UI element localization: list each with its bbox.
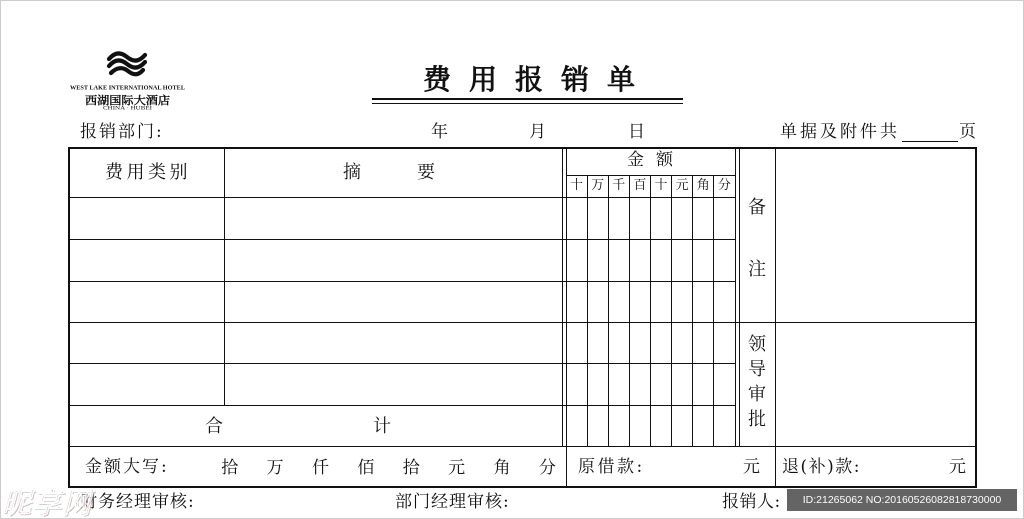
capital-unit: 元 <box>448 458 466 478</box>
grid-line <box>775 147 776 488</box>
refund-label: 退(补)款: <box>782 457 861 477</box>
header-summary: 摘要 <box>343 162 491 183</box>
capital-unit: 拾 <box>221 458 239 478</box>
form-title: 费用报销单 <box>423 63 654 96</box>
date-day-label: 日 <box>628 122 645 142</box>
amount-unit-header: 元 <box>675 178 689 193</box>
header-category: 费用类别 <box>105 162 191 183</box>
grid-line <box>68 239 736 240</box>
grid-line <box>68 363 736 364</box>
total-row-label: 合计 <box>205 416 541 437</box>
wave-logo-icon <box>106 49 148 81</box>
grid-line <box>562 147 563 446</box>
amount-unit-header: 十 <box>570 178 584 193</box>
grid-line <box>68 405 736 406</box>
grid-line <box>68 197 736 198</box>
refund-unit: 元 <box>949 457 966 477</box>
logo-name-cn: 西湖国际大酒店 <box>85 95 162 108</box>
original-loan-label: 原借款: <box>578 457 645 477</box>
grid-line <box>713 175 714 446</box>
attachments-label: 单据及附件共 <box>780 122 900 142</box>
date-year-label: 年 <box>431 122 448 142</box>
amount-unit-header: 百 <box>633 178 647 193</box>
site-watermark: 昵享网 <box>2 486 93 519</box>
capital-unit: 角 <box>493 458 511 478</box>
amount-unit-header: 分 <box>717 178 731 193</box>
amount-unit-header: 角 <box>696 178 710 193</box>
capital-unit: 万 <box>266 458 284 478</box>
grid-line <box>629 175 630 446</box>
title-underline-bottom <box>372 103 683 104</box>
capital-unit: 分 <box>538 458 556 478</box>
amount-unit-header-row <box>566 175 735 197</box>
logo-name-en: WEST LAKE INTERNATIONAL HOTEL <box>70 84 186 92</box>
capital-unit: 佰 <box>357 458 375 478</box>
capital-unit: 拾 <box>402 458 420 478</box>
logo-location: CHINA · HUBEI <box>103 106 153 112</box>
grid-line <box>68 446 977 447</box>
capital-amount-units <box>207 459 570 477</box>
original-loan-unit: 元 <box>743 457 760 477</box>
capital-unit: 仟 <box>311 458 329 478</box>
grid-line <box>224 147 225 405</box>
grid-line <box>566 147 567 488</box>
grid-line <box>650 175 651 446</box>
header-amount: 金额 <box>627 150 685 170</box>
grid-line <box>739 147 740 446</box>
logo-wordmark <box>68 80 188 114</box>
grid-line <box>735 147 736 446</box>
grid-line <box>68 322 977 323</box>
attachments-blank <box>902 141 958 142</box>
grid-line <box>587 175 588 446</box>
date-month-label: 月 <box>529 122 546 142</box>
approval-label: 领导审批 <box>748 334 766 430</box>
department-review-label: 部门经理审核: <box>395 492 510 512</box>
grid-line <box>692 175 693 446</box>
grid-line <box>608 175 609 446</box>
grid-line <box>671 175 672 446</box>
hotel-logo <box>68 48 188 114</box>
remarks-label: 备注 <box>748 197 766 280</box>
department-label: 报销部门: <box>80 122 164 142</box>
claimant-label: 报销人: <box>722 492 781 512</box>
image-id-watermark: ID:21265062 NO:20160526082818730000 <box>787 489 1017 511</box>
attachments-unit: 页 <box>959 122 976 142</box>
finance-review-label: 财务经理审核: <box>80 492 195 512</box>
capital-amount-label: 金额大写: <box>85 457 169 477</box>
amount-unit-header: 万 <box>591 178 605 193</box>
amount-unit-header: 十 <box>654 178 668 193</box>
grid-line <box>68 281 736 282</box>
title-underline-top <box>372 98 683 100</box>
amount-unit-header: 千 <box>612 178 626 193</box>
